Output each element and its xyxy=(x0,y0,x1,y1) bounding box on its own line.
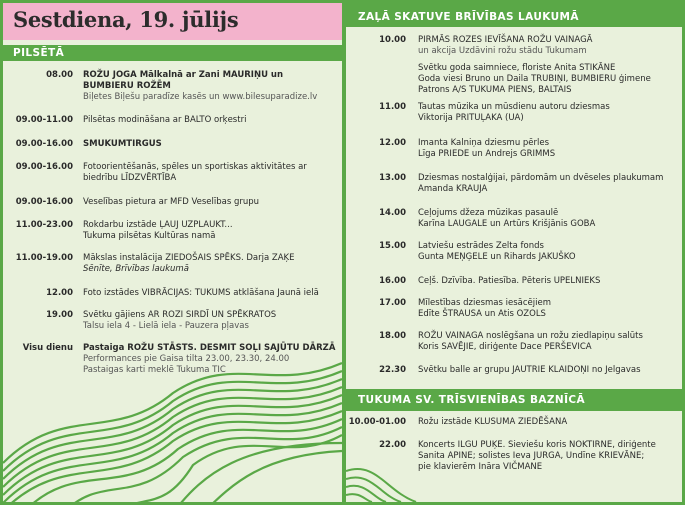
event-time: 11.00-23.00 xyxy=(15,220,73,230)
event-line: Patrons A/S TUKUMA PIENS, BALTAIS xyxy=(418,85,572,95)
event-line: Talsu iela 4 - Lielā iela - Pauzera pļavas xyxy=(83,321,249,331)
event-time: 12.00 xyxy=(46,288,73,298)
event-line: Dziesmas nostalģijai, pārdomām un dvēseles plaukumam xyxy=(418,173,664,183)
event-line: Rožu izstāde KLUSUMA ZIEDĒŠANA xyxy=(418,417,568,427)
event-line: Gunta MEŅĢELE un Rihards JAKUŠKO xyxy=(418,252,576,262)
event-line: Performances pie Gaisa tilta 23.00, 23.30, 24.00 xyxy=(83,354,290,364)
event-time: 11.00-19.00 xyxy=(15,253,73,263)
event-time: 08.00 xyxy=(46,70,73,80)
event-time: 19.00 xyxy=(46,310,73,320)
baznica-panel xyxy=(346,411,682,502)
pilseta-panel xyxy=(3,3,342,502)
event-line: Pilsētas modināšana ar BALTO orķestri xyxy=(83,115,247,125)
event-time: 12.00 xyxy=(379,138,406,148)
event-line: Koris SAVĒJIE, diriģente Dace PERŠEVICA xyxy=(418,342,592,352)
event-time: 16.00 xyxy=(379,276,406,286)
event-time: Visu dienu xyxy=(22,343,73,353)
event-time: 15.00 xyxy=(379,241,406,251)
event-time: 22.00 xyxy=(379,440,406,450)
event-line: Pastaigas karti meklē Tukuma TIC xyxy=(83,365,226,375)
event-line: Viktorija PRITUĻAKA (UA) xyxy=(418,113,524,123)
pilseta-title: PILSĒTĀ xyxy=(3,45,342,61)
event-line: Mīlestības dziesmas iesācējiem xyxy=(418,298,552,308)
event-time: 09.00-16.00 xyxy=(15,139,73,149)
event-line: Imanta Kalniņa dziesmu pērles xyxy=(418,138,550,148)
event-line: Karīna LAUGALE un Artūrs Krišjānis GOBA xyxy=(418,219,596,229)
event-line: biedrību LĪDZVĒRTĪBA xyxy=(83,173,177,183)
event-line: PIRMĀS ROZES IEVĪŠANA ROŽU VAINAGĀ xyxy=(418,35,593,45)
event-line: Sanita APINE; solistes Ieva JURGA, Undīne KRIEVĀNE; xyxy=(418,451,645,461)
event-line: Pastaiga ROŽU STĀSTS. DESMIT SOĻI SAJŪTU DĀRZĀ xyxy=(83,343,336,353)
event-time: 17.00 xyxy=(379,298,406,308)
event-line: Foto izstādes VIBRĀCIJAS: TUKUMS atklāšana Jaunā ielā xyxy=(83,288,319,298)
event-line: Goda viesi Bruno un Daila TRUBIŅI, BUMBIERU ģimene xyxy=(418,74,651,84)
event-time: 13.00 xyxy=(379,173,406,183)
event-line: Tautas mūzika un mūsdienu autoru dziesmas xyxy=(418,102,610,112)
day-header xyxy=(3,3,342,40)
event-line: Sēnīte, Brīvības laukumā xyxy=(83,264,189,274)
baznica-title: TUKUMA SV. TRĪSVIENĪBAS BAZNĪCĀ xyxy=(346,392,682,408)
event-time: 14.00 xyxy=(379,208,406,218)
event-time: 22.30 xyxy=(379,365,406,375)
event-line: Edīte ŠTRAUSA un Atis OZOLS xyxy=(418,309,546,319)
event-time: 18.00 xyxy=(379,331,406,341)
event-line: Amanda KRAUJA xyxy=(418,184,488,194)
event-line: ROŽU JOGA Mālkalnā ar Zani MAURIŅU un xyxy=(83,70,284,80)
event-line: Svētku gājiens AR ROZI SIRDĪ UN SPĒKRATOS xyxy=(83,310,277,320)
event-row xyxy=(3,70,342,105)
zala-skatuve-title: ZAĻĀ SKATUVE BRĪVĪBAS LAUKUMĀ xyxy=(346,9,682,25)
event-line: Koncerts ILGU PUĶE. Sieviešu koris NOKTIRNE, diriģente xyxy=(418,440,656,450)
event-line: Mākslas instalācija ZIEDOŠAIS SPĒKS. Darja ZAĶE xyxy=(83,253,295,263)
right-column xyxy=(346,3,682,502)
event-line: ROŽU VAINAGA noslēgšana un rožu ziedlapiņu salūts xyxy=(418,331,643,341)
event-line: Tukuma pilsētas Kultūras namā xyxy=(83,231,216,241)
event-time: 09.00-16.00 xyxy=(15,162,73,172)
event-time: 09.00-11.00 xyxy=(15,115,73,125)
event-line: pie klavierēm Ināra VIČMANE xyxy=(418,462,543,472)
event-line: Līga PRIEDE un Andrejs GRIMMS xyxy=(418,149,556,159)
event-line: Veselības pietura ar MFD Veselības grupu xyxy=(83,197,260,207)
zala-skatuve-panel xyxy=(346,27,682,389)
event-time: 10.00-01.00 xyxy=(348,417,406,427)
event-time: 11.00 xyxy=(379,102,406,112)
event-line: Fotoorientēšanās, spēles un sportiskas aktivitātes ar xyxy=(83,162,307,172)
event-line: Rokdarbu izstāde ĻAUJ UZPLAUKT... xyxy=(83,220,233,230)
event-time: 10.00 xyxy=(379,35,406,45)
event-line: Ceļojums džeza mūzikas pasaulē xyxy=(418,208,559,218)
day-title: Sestdiena, 19. jūlijs xyxy=(13,7,239,32)
event-line: Latviešu estrādes Zelta fonds xyxy=(418,241,544,251)
event-line: Svētku balle ar grupu JAUTRIE KLAIDOŅI no Jelgavas xyxy=(418,365,641,375)
event-time: 09.00-16.00 xyxy=(15,197,73,207)
event-line: Svētku goda saimniece, floriste Anita STIKĀNE xyxy=(418,63,616,73)
event-line: BUMBIERU ROŽĒM xyxy=(83,81,171,91)
event-line: SMUKUMTIRGUS xyxy=(83,139,162,149)
event-line: un akcija Uzdāvini rožu stādu Tukumam xyxy=(418,46,587,56)
event-line: Ceļš. Dzīvība. Patiesība. Pēteris UPELNIEKS xyxy=(418,276,601,286)
event-line: Biļetes Biļešu paradīze kasēs un www.bilesuparadize.lv xyxy=(83,92,318,102)
